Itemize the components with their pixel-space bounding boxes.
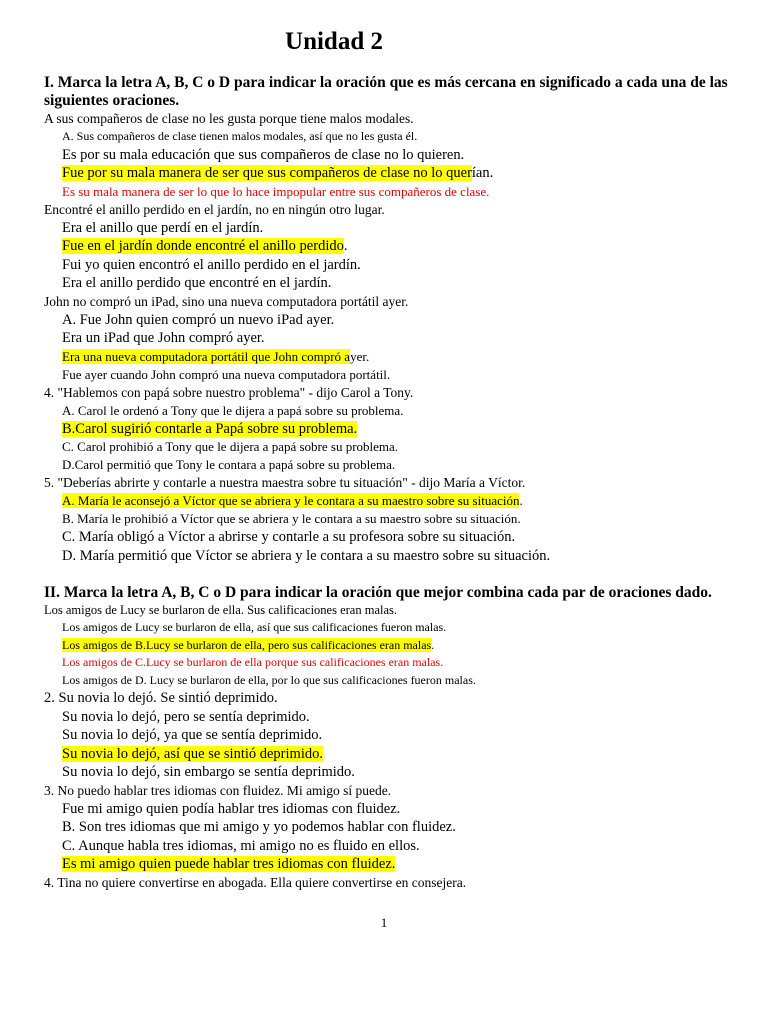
page-title: Unidad 2 (285, 28, 383, 55)
line-text: Los amigos de Lucy se burlaron de ella, así que sus calificaciones fueron malas. (62, 620, 447, 634)
answer-option (0, 547, 768, 566)
answer-option (0, 800, 768, 819)
highlighted-text: B.Carol sugirió contarle a Papá sobre su problema. (62, 420, 358, 437)
line-text: C. María obligó a Víctor a abrirse y contarle a su profesora sobre su situación. (62, 529, 516, 545)
answer-option (0, 510, 768, 528)
answer-option (0, 438, 768, 456)
answer-option (0, 492, 768, 510)
page-number: 1 (380, 915, 388, 930)
question-line (0, 110, 768, 128)
answer-option (0, 183, 768, 201)
answer-option (0, 745, 768, 764)
question-line (0, 689, 768, 708)
line-text: C. Carol prohibió a Tony que le dijera a papá sobre su problema. (62, 439, 399, 454)
answer-option (0, 637, 768, 655)
line-text: Era un iPad que John compró ayer. (62, 330, 265, 346)
highlighted-text: Es mi amigo quien puede hablar tres idiomas con fluidez. (62, 856, 396, 872)
question-line (0, 293, 768, 311)
line-tail: . (343, 238, 348, 254)
answer-option (0, 818, 768, 837)
answer-option (0, 256, 768, 275)
answer-option (0, 456, 768, 474)
question-line (0, 874, 768, 892)
line-text: Fue ayer cuando John compró una nueva computadora portátil. (62, 366, 391, 382)
answer-option (0, 619, 768, 637)
answer-option (0, 348, 768, 366)
line-text: Fui yo quien encontró el anillo perdido en el jardín. (62, 256, 361, 273)
answer-option (0, 128, 768, 146)
line-text: 4. "Hablemos con papá sobre nuestro problema" - dijo Carol a Tony. (44, 384, 414, 400)
answer-option (0, 164, 768, 183)
line-text: Era el anillo perdido que encontré en el jardín. (62, 275, 332, 291)
answer-option (0, 329, 768, 348)
question-line (0, 384, 768, 402)
answer-option (0, 274, 768, 293)
answer-option (0, 219, 768, 238)
line-text: A. Sus compañeros de clase tienen malos modales, así que no les gusta él. (62, 129, 418, 143)
answer-option (0, 146, 768, 165)
question-line (0, 474, 768, 492)
line-text: John no compró un iPad, sino una nueva computadora portátil ayer. (44, 293, 409, 309)
line-text: B. María le prohibió a Víctor que se abriera y le contara a su maestro sobre su situación. (62, 511, 521, 526)
answer-option (0, 528, 768, 547)
line-text: Su novia lo dejó, pero se sentía deprimido. (62, 708, 310, 725)
line-text: 2. Su novia lo dejó. Se sintió deprimido. (44, 690, 278, 706)
line-text: Fue mi amigo quien podía hablar tres idiomas con fluidez. (62, 800, 401, 817)
line-text: Los amigos de C.Lucy se burlaron de ella porque sus calificaciones eran malas. (62, 655, 444, 669)
line-tail: ían. (471, 165, 494, 181)
line-text: Es por su mala educación que sus compañeros de clase no lo quieren. (62, 146, 465, 163)
section-heading: I. Marca la letra A, B, C o D para indicar la oración que es más cercana en significado a cada una de las siguientes oraciones. (44, 74, 728, 109)
line-text: Su novia lo dejó, sin embargo se sentía deprimido. (62, 764, 355, 780)
line-tail: . (519, 493, 523, 508)
answer-option (0, 708, 768, 727)
line-text: Los amigos de D. Lucy se burlaron de ella, por lo que sus calificaciones fueron malas. (62, 672, 476, 687)
line-text: Los amigos de Lucy se burlaron de ella. Sus calificaciones eran malas. (44, 603, 398, 617)
answer-option (0, 311, 768, 330)
answer-option (0, 654, 768, 672)
line-text: 3. No puedo hablar tres idiomas con fluidez. Mi amigo sí puede. (44, 782, 392, 798)
question-line (0, 201, 768, 219)
line-text: B. Son tres idiomas que mi amigo y yo podemos hablar con fluidez. (62, 819, 456, 835)
highlighted-text: Su novia lo dejó, así que se sintió deprimido. (62, 745, 323, 762)
answer-option (0, 726, 768, 745)
line-text: C. Aunque habla tres idiomas, mi amigo no es fluido en ellos. (62, 837, 420, 854)
line-text: A sus compañeros de clase no les gusta porque tiene malos modales. (44, 111, 414, 126)
line-text: Encontré el anillo perdido en el jardín, no en ningún otro lugar. (44, 201, 385, 217)
line-text: Su novia lo dejó, ya que se sentía deprimido. (62, 727, 323, 743)
highlighted-text: A. María le aconsejó a Víctor que se abriera y le contara a su maestro sobre su situación (62, 493, 520, 508)
line-tail: . (431, 637, 435, 652)
line-text: 5. "Deberías abrirte y contarle a nuestra maestra sobre tu situación" - dijo María a Víctor. (44, 475, 526, 490)
question-line (0, 782, 768, 800)
highlighted-text: Los amigos de B.Lucy se burlaron de ella, pero sus calificaciones eran malas (62, 637, 432, 652)
answer-option (0, 837, 768, 856)
section-heading: II. Marca la letra A, B, C o D para indicar la oración que mejor combina cada par de oraciones dado. (44, 584, 712, 601)
line-tail: yer. (350, 348, 370, 364)
answer-option (0, 237, 768, 256)
answer-option (0, 855, 768, 874)
line-text: D.Carol permitió que Tony le contara a papá sobre su problema. (62, 457, 396, 472)
answer-option (0, 672, 768, 690)
line-text: A. Carol le ordenó a Tony que le dijera a papá sobre su problema. (62, 402, 404, 418)
line-text: A. Fue John quien compró un nuevo iPad ayer. (62, 311, 335, 328)
highlighted-text: Era una nueva computadora portátil que John compró a (62, 348, 351, 364)
line-text: Es su mala manera de ser lo que lo hace impopular entre sus compañeros de clase. (62, 183, 490, 199)
highlighted-text: Fue en el jardín donde encontré el anillo perdido (62, 238, 344, 254)
line-text: 4. Tina no quiere convertirse en abogada. Ella quiere convertirse en consejera. (44, 874, 467, 890)
answer-option (0, 420, 768, 439)
answer-option (0, 366, 768, 384)
answer-option (0, 763, 768, 782)
line-text: Era el anillo que perdí en el jardín. (62, 219, 264, 236)
line-text: D. María permitió que Víctor se abriera y le contara a su maestro sobre su situación. (62, 547, 551, 564)
highlighted-text: Fue por su mala manera de ser que sus compañeros de clase no lo quer (62, 165, 472, 181)
document-body (0, 74, 768, 892)
question-line (0, 602, 768, 619)
answer-option (0, 402, 768, 420)
